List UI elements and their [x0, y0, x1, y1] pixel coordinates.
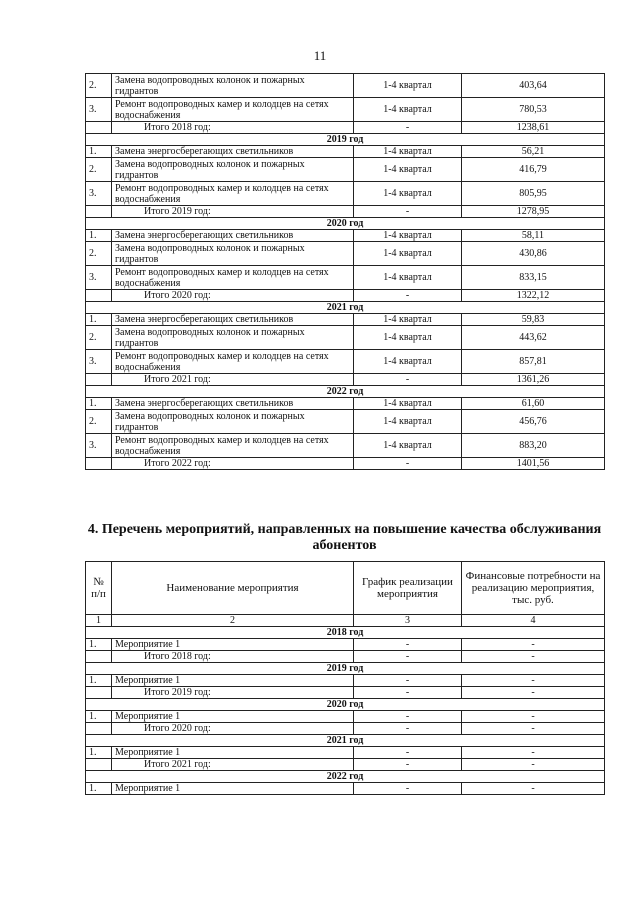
empty-cell [86, 651, 112, 663]
table-row [86, 266, 605, 290]
schedule-cell: - [354, 687, 462, 699]
cost-cell: 403,64 [462, 74, 605, 98]
measure-name: Мероприятие 1 [112, 783, 354, 795]
year-header-row [86, 134, 605, 146]
row-number: 1. [86, 783, 112, 795]
schedule-cell: - [354, 759, 462, 771]
year-header-row [86, 386, 605, 398]
measure-name: Мероприятие 1 [112, 675, 354, 687]
table-row [86, 326, 605, 350]
total-label: Итого 2022 год: [112, 458, 354, 470]
row-number: 1. [86, 711, 112, 723]
year-header-row [86, 218, 605, 230]
schedule-cell: - [354, 675, 462, 687]
row-number: 3. [86, 350, 112, 374]
measure-name: Ремонт водопроводных камер и колодцев на сетях водоснабжения [112, 182, 354, 206]
row-number: 3. [86, 182, 112, 206]
year-label: 2022 год [86, 771, 605, 783]
cost-cell: - [462, 783, 605, 795]
total-cost: 1238,61 [462, 122, 605, 134]
cost-cell: - [462, 639, 605, 651]
header-schedule: График реализации мероприятия [354, 562, 462, 615]
schedule-cell: - [354, 651, 462, 663]
total-cost: 1278,95 [462, 206, 605, 218]
total-row [86, 723, 605, 735]
row-number: 1. [86, 639, 112, 651]
total-row [86, 651, 605, 663]
schedule-cell: - [354, 206, 462, 218]
schedule-cell: - [354, 458, 462, 470]
header-cost: Финансовые потребности на реализацию мероприятия, тыс. руб. [462, 562, 605, 615]
index-cell: 1 [86, 615, 112, 627]
year-header-row [86, 302, 605, 314]
total-row [86, 122, 605, 134]
cost-cell: 59,83 [462, 314, 605, 326]
measure-name: Замена водопроводных колонок и пожарных гидрантов [112, 158, 354, 182]
table-row [86, 146, 605, 158]
index-cell: 3 [354, 615, 462, 627]
schedule-cell: - [354, 783, 462, 795]
total-cost: 1361,26 [462, 374, 605, 386]
total-label: Итого 2021 год: [112, 374, 354, 386]
measure-name: Замена водопроводных колонок и пожарных гидрантов [112, 74, 354, 98]
schedule-cell: 1-4 квартал [354, 410, 462, 434]
year-header-row [86, 627, 605, 639]
schedule-cell: - [354, 747, 462, 759]
year-label: 2020 год [86, 218, 605, 230]
measure-name: Ремонт водопроводных камер и колодцев на сетях водоснабжения [112, 434, 354, 458]
total-cost: 1322,12 [462, 290, 605, 302]
row-number: 2. [86, 326, 112, 350]
year-header-row [86, 699, 605, 711]
total-row [86, 458, 605, 470]
year-header-row [86, 771, 605, 783]
measure-name: Мероприятие 1 [112, 747, 354, 759]
cost-cell: - [462, 711, 605, 723]
measure-name: Замена энергосберегающих светильников [112, 314, 354, 326]
measure-name: Ремонт водопроводных камер и колодцев на сетях водоснабжения [112, 98, 354, 122]
table-row [86, 182, 605, 206]
cost-cell: 883,20 [462, 434, 605, 458]
cost-cell: 857,81 [462, 350, 605, 374]
row-number: 3. [86, 434, 112, 458]
total-label: Итого 2019 год: [112, 206, 354, 218]
empty-cell [86, 759, 112, 771]
cost-cell: 456,76 [462, 410, 605, 434]
schedule-cell: 1-4 квартал [354, 326, 462, 350]
schedule-cell: 1-4 квартал [354, 350, 462, 374]
schedule-cell: - [354, 122, 462, 134]
total-cost: - [462, 651, 605, 663]
table-row [86, 398, 605, 410]
table-row [86, 350, 605, 374]
cost-cell: - [462, 675, 605, 687]
row-number: 1. [86, 314, 112, 326]
cost-cell: 416,79 [462, 158, 605, 182]
measure-name: Мероприятие 1 [112, 639, 354, 651]
empty-cell [86, 687, 112, 699]
row-number: 1. [86, 230, 112, 242]
schedule-cell: 1-4 квартал [354, 74, 462, 98]
measure-name: Замена энергосберегающих светильников [112, 398, 354, 410]
cost-cell: 61,60 [462, 398, 605, 410]
schedule-cell: 1-4 квартал [354, 158, 462, 182]
total-row [86, 206, 605, 218]
row-number: 2. [86, 242, 112, 266]
year-label: 2021 год [86, 302, 605, 314]
schedule-cell: 1-4 квартал [354, 98, 462, 122]
year-header-row [86, 663, 605, 675]
empty-cell [86, 458, 112, 470]
cost-cell: - [462, 747, 605, 759]
empty-cell [86, 374, 112, 386]
index-cell: 2 [112, 615, 354, 627]
table-row [86, 711, 605, 723]
total-cost: - [462, 687, 605, 699]
row-number: 2. [86, 158, 112, 182]
measure-name: Замена водопроводных колонок и пожарных гидрантов [112, 410, 354, 434]
header-name: Наименование мероприятия [112, 562, 354, 615]
total-row [86, 290, 605, 302]
year-label: 2019 год [86, 134, 605, 146]
measure-name: Ремонт водопроводных камер и колодцев на сетях водоснабжения [112, 266, 354, 290]
cost-cell: 833,15 [462, 266, 605, 290]
cost-cell: 805,95 [462, 182, 605, 206]
year-label: 2021 год [86, 735, 605, 747]
cost-cell: 58,11 [462, 230, 605, 242]
row-number: 1. [86, 675, 112, 687]
total-label: Итого 2018 год: [112, 122, 354, 134]
page-number: 11 [313, 48, 327, 63]
measures-cost-table [85, 73, 605, 470]
total-label: Итого 2020 год: [112, 290, 354, 302]
total-label: Итого 2018 год: [112, 651, 354, 663]
schedule-cell: - [354, 374, 462, 386]
table-row [86, 639, 605, 651]
column-index-row [86, 615, 605, 627]
schedule-cell: 1-4 квартал [354, 398, 462, 410]
total-cost: - [462, 759, 605, 771]
table-row [86, 242, 605, 266]
measure-name: Мероприятие 1 [112, 711, 354, 723]
section-title: 4. Перечень мероприятий, направленных на повышение качества обслуживания абонентов [87, 522, 602, 553]
table-row [86, 783, 605, 795]
schedule-cell: 1-4 квартал [354, 242, 462, 266]
total-cost: - [462, 723, 605, 735]
schedule-cell: - [354, 639, 462, 651]
empty-cell [86, 290, 112, 302]
schedule-cell: 1-4 квартал [354, 182, 462, 206]
table-header-row [86, 562, 605, 615]
total-cost: 1401,56 [462, 458, 605, 470]
schedule-cell: 1-4 квартал [354, 146, 462, 158]
schedule-cell: - [354, 711, 462, 723]
empty-cell [86, 206, 112, 218]
year-header-row [86, 735, 605, 747]
measure-name: Замена энергосберегающих светильников [112, 230, 354, 242]
empty-cell [86, 723, 112, 735]
row-number: 2. [86, 410, 112, 434]
table-row [86, 314, 605, 326]
year-label: 2019 год [86, 663, 605, 675]
schedule-cell: 1-4 квартал [354, 230, 462, 242]
schedule-cell: 1-4 квартал [354, 266, 462, 290]
total-row [86, 687, 605, 699]
row-number: 3. [86, 266, 112, 290]
year-label: 2022 год [86, 386, 605, 398]
index-cell: 4 [462, 615, 605, 627]
table-row [86, 747, 605, 759]
table-row [86, 158, 605, 182]
schedule-cell: 1-4 квартал [354, 314, 462, 326]
measure-name: Ремонт водопроводных камер и колодцев на сетях водоснабжения [112, 350, 354, 374]
measure-name: Замена энергосберегающих светильников [112, 146, 354, 158]
row-number: 1. [86, 747, 112, 759]
year-label: 2020 год [86, 699, 605, 711]
table-row [86, 230, 605, 242]
table-row [86, 410, 605, 434]
empty-cell [86, 122, 112, 134]
measure-name: Замена водопроводных колонок и пожарных гидрантов [112, 242, 354, 266]
row-number: 3. [86, 98, 112, 122]
schedule-cell: - [354, 723, 462, 735]
total-row [86, 759, 605, 771]
row-number: 2. [86, 74, 112, 98]
service-quality-table [85, 561, 605, 795]
table-row [86, 434, 605, 458]
row-number: 1. [86, 146, 112, 158]
total-row [86, 374, 605, 386]
measure-name: Замена водопроводных колонок и пожарных гидрантов [112, 326, 354, 350]
total-label: Итого 2021 год: [112, 759, 354, 771]
table-row [86, 675, 605, 687]
total-label: Итого 2019 год: [112, 687, 354, 699]
cost-cell: 430,86 [462, 242, 605, 266]
schedule-cell: - [354, 290, 462, 302]
cost-cell: 780,53 [462, 98, 605, 122]
total-label: Итого 2020 год: [112, 723, 354, 735]
header-num: № п/п [86, 562, 112, 615]
cost-cell: 56,21 [462, 146, 605, 158]
table-row [86, 74, 605, 98]
cost-cell: 443,62 [462, 326, 605, 350]
table-row [86, 98, 605, 122]
schedule-cell: 1-4 квартал [354, 434, 462, 458]
row-number: 1. [86, 398, 112, 410]
year-label: 2018 год [86, 627, 605, 639]
